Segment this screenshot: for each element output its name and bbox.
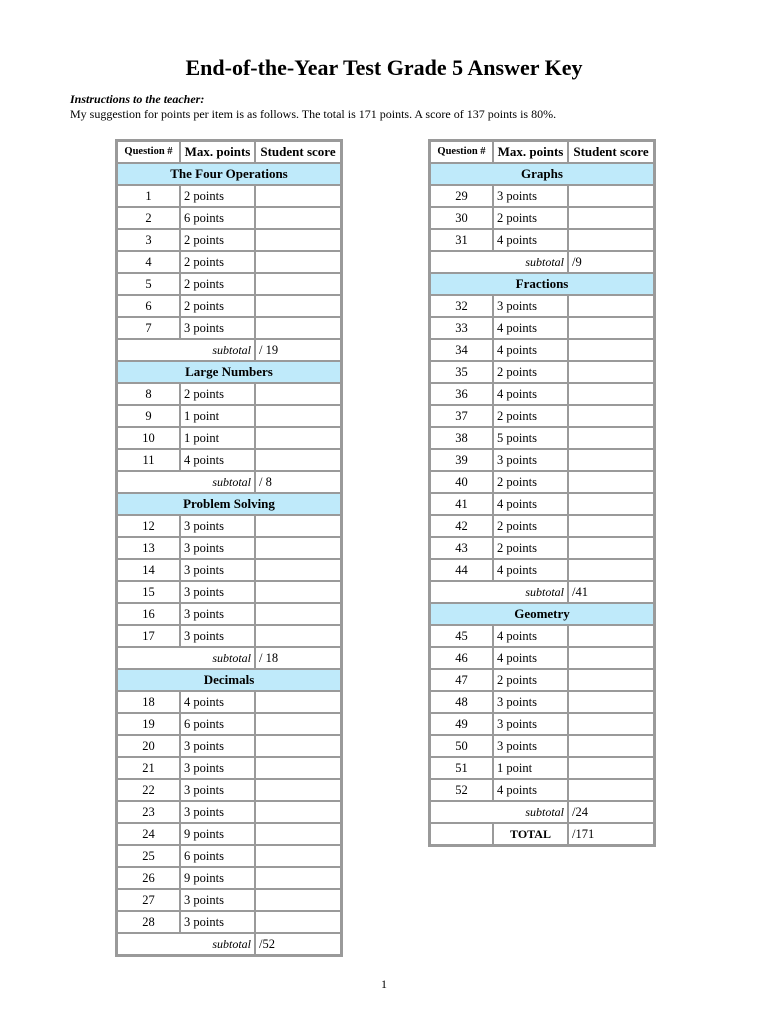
- question-number: 6: [117, 295, 180, 317]
- student-score-cell[interactable]: [255, 757, 341, 779]
- max-points: 3 points: [180, 757, 255, 779]
- subtotal-label: subtotal: [430, 801, 568, 823]
- category-heading: Decimals: [117, 669, 341, 691]
- question-number: 30: [430, 207, 493, 229]
- table-header-row: [430, 141, 654, 163]
- table-row: [117, 603, 341, 625]
- subtotal-label: subtotal: [117, 471, 255, 493]
- max-points: 2 points: [180, 273, 255, 295]
- table-row: [117, 383, 341, 405]
- student-score-cell[interactable]: [568, 295, 654, 317]
- question-number: 23: [117, 801, 180, 823]
- student-score-cell[interactable]: [568, 669, 654, 691]
- category-row: [117, 361, 341, 383]
- student-score-cell[interactable]: [255, 295, 341, 317]
- student-score-cell[interactable]: [568, 779, 654, 801]
- student-score-cell[interactable]: [568, 625, 654, 647]
- student-score-cell[interactable]: [568, 735, 654, 757]
- subtotal-value: /24: [568, 801, 654, 823]
- question-number: 19: [117, 713, 180, 735]
- student-score-cell[interactable]: [255, 581, 341, 603]
- max-points: 2 points: [493, 537, 568, 559]
- subtotal-value: /9: [568, 251, 654, 273]
- question-number: 42: [430, 515, 493, 537]
- max-points: 4 points: [493, 493, 568, 515]
- max-points: 2 points: [493, 471, 568, 493]
- student-score-cell[interactable]: [568, 361, 654, 383]
- max-points: 2 points: [180, 251, 255, 273]
- table-row: [430, 779, 654, 801]
- category-heading: Fractions: [430, 273, 654, 295]
- table-row: [430, 471, 654, 493]
- question-number: 8: [117, 383, 180, 405]
- max-points: 3 points: [180, 889, 255, 911]
- subtotal-label: subtotal: [117, 339, 255, 361]
- student-score-cell[interactable]: [255, 911, 341, 933]
- right-score-table: [428, 139, 656, 847]
- question-number: 37: [430, 405, 493, 427]
- max-points: 3 points: [180, 581, 255, 603]
- max-points: 3 points: [493, 295, 568, 317]
- question-number: 2: [117, 207, 180, 229]
- table-row: [430, 757, 654, 779]
- table-row: [430, 691, 654, 713]
- category-row: [430, 603, 654, 625]
- table-row: [117, 295, 341, 317]
- category-row: [430, 163, 654, 185]
- student-score-cell[interactable]: [255, 823, 341, 845]
- student-score-cell[interactable]: [255, 317, 341, 339]
- max-points: 6 points: [180, 845, 255, 867]
- table-row: [117, 779, 341, 801]
- subtotal-value: / 19: [255, 339, 341, 361]
- max-points: 1 point: [493, 757, 568, 779]
- table-row: [117, 889, 341, 911]
- instructions-text: My suggestion for points per item is as follows. The total is 171 points. A score of 137 points is 80%.: [70, 107, 557, 121]
- question-number: 22: [117, 779, 180, 801]
- question-number: 38: [430, 427, 493, 449]
- table-row: [117, 273, 341, 295]
- table-row: [117, 185, 341, 207]
- max-points: 4 points: [493, 625, 568, 647]
- table-row: [117, 581, 341, 603]
- subtotal-row: [117, 471, 341, 493]
- student-score-cell[interactable]: [255, 449, 341, 471]
- student-score-cell[interactable]: [255, 735, 341, 757]
- student-score-cell[interactable]: [255, 427, 341, 449]
- max-points: 3 points: [493, 735, 568, 757]
- student-score-cell[interactable]: [255, 229, 341, 251]
- max-points: 3 points: [493, 713, 568, 735]
- header-student-score: Student score: [255, 141, 341, 163]
- category-row: [117, 669, 341, 691]
- student-score-cell[interactable]: [568, 515, 654, 537]
- table-row: [117, 735, 341, 757]
- question-number: 28: [117, 911, 180, 933]
- table-row: [430, 559, 654, 581]
- question-number: 52: [430, 779, 493, 801]
- max-points: 4 points: [493, 647, 568, 669]
- table-row: [430, 383, 654, 405]
- question-number: 44: [430, 559, 493, 581]
- total-value: /171: [568, 823, 654, 845]
- question-number: 13: [117, 537, 180, 559]
- student-score-cell[interactable]: [568, 427, 654, 449]
- question-number: 10: [117, 427, 180, 449]
- question-number: 1: [117, 185, 180, 207]
- subtotal-label: subtotal: [117, 933, 255, 955]
- header-question: Question #: [117, 141, 180, 163]
- subtotal-value: / 8: [255, 471, 341, 493]
- table-row: [117, 911, 341, 933]
- student-score-cell[interactable]: [568, 559, 654, 581]
- header-max-points: Max. points: [493, 141, 568, 163]
- question-number: 50: [430, 735, 493, 757]
- question-number: 32: [430, 295, 493, 317]
- subtotal-row: [430, 251, 654, 273]
- student-score-cell[interactable]: [255, 185, 341, 207]
- max-points: 3 points: [180, 779, 255, 801]
- question-number: 39: [430, 449, 493, 471]
- student-score-cell[interactable]: [568, 537, 654, 559]
- table-row: [430, 317, 654, 339]
- student-score-cell[interactable]: [568, 229, 654, 251]
- max-points: 1 point: [180, 405, 255, 427]
- question-number: 9: [117, 405, 180, 427]
- student-score-cell[interactable]: [255, 691, 341, 713]
- page-title: End-of-the-Year Test Grade 5 Answer Key: [185, 55, 583, 80]
- total-row: [430, 823, 654, 845]
- total-label: TOTAL: [493, 823, 568, 845]
- student-score-cell[interactable]: [568, 317, 654, 339]
- student-score-cell[interactable]: [255, 207, 341, 229]
- total-spacer: [430, 823, 493, 845]
- table-row: [430, 449, 654, 471]
- subtotal-row: [117, 339, 341, 361]
- max-points: 3 points: [493, 185, 568, 207]
- max-points: 1 point: [180, 427, 255, 449]
- question-number: 51: [430, 757, 493, 779]
- table-row: [117, 251, 341, 273]
- table-row: [430, 207, 654, 229]
- max-points: 3 points: [180, 603, 255, 625]
- table-row: [430, 625, 654, 647]
- table-row: [117, 691, 341, 713]
- max-points: 6 points: [180, 713, 255, 735]
- question-number: 12: [117, 515, 180, 537]
- max-points: 4 points: [493, 339, 568, 361]
- student-score-cell[interactable]: [568, 449, 654, 471]
- student-score-cell[interactable]: [255, 867, 341, 889]
- max-points: 9 points: [180, 867, 255, 889]
- page-number: 1: [381, 977, 387, 991]
- instructions-heading: Instructions to the teacher:: [70, 92, 205, 106]
- category-heading: Large Numbers: [117, 361, 341, 383]
- student-score-cell[interactable]: [568, 757, 654, 779]
- subtotal-value: /52: [255, 933, 341, 955]
- table-row: [430, 669, 654, 691]
- student-score-cell[interactable]: [255, 515, 341, 537]
- category-row: [117, 493, 341, 515]
- question-number: 18: [117, 691, 180, 713]
- student-score-cell[interactable]: [568, 471, 654, 493]
- question-number: 11: [117, 449, 180, 471]
- table-row: [430, 537, 654, 559]
- student-score-cell[interactable]: [568, 383, 654, 405]
- header-max-points: Max. points: [180, 141, 255, 163]
- max-points: 3 points: [180, 801, 255, 823]
- subtotal-row: [430, 801, 654, 823]
- question-number: 26: [117, 867, 180, 889]
- table-header-row: [117, 141, 341, 163]
- table-row: [117, 801, 341, 823]
- question-number: 17: [117, 625, 180, 647]
- max-points: 3 points: [180, 515, 255, 537]
- max-points: 2 points: [493, 361, 568, 383]
- max-points: 2 points: [180, 383, 255, 405]
- student-score-cell[interactable]: [255, 845, 341, 867]
- question-number: 15: [117, 581, 180, 603]
- max-points: 2 points: [493, 515, 568, 537]
- question-number: 49: [430, 713, 493, 735]
- max-points: 3 points: [180, 911, 255, 933]
- question-number: 25: [117, 845, 180, 867]
- table-row: [117, 427, 341, 449]
- table-row: [430, 713, 654, 735]
- max-points: 4 points: [493, 779, 568, 801]
- question-number: 29: [430, 185, 493, 207]
- subtotal-label: subtotal: [430, 251, 568, 273]
- question-number: 20: [117, 735, 180, 757]
- question-number: 31: [430, 229, 493, 251]
- subtotal-row: [117, 933, 341, 955]
- question-number: 35: [430, 361, 493, 383]
- question-number: 36: [430, 383, 493, 405]
- table-row: [430, 735, 654, 757]
- table-row: [117, 229, 341, 251]
- table-row: [430, 427, 654, 449]
- table-row: [117, 405, 341, 427]
- table-row: [117, 559, 341, 581]
- student-score-cell[interactable]: [255, 537, 341, 559]
- max-points: 3 points: [180, 537, 255, 559]
- student-score-cell[interactable]: [255, 889, 341, 911]
- student-score-cell[interactable]: [255, 603, 341, 625]
- subtotal-row: [117, 647, 341, 669]
- table-row: [117, 537, 341, 559]
- question-number: 16: [117, 603, 180, 625]
- max-points: 6 points: [180, 207, 255, 229]
- max-points: 4 points: [493, 383, 568, 405]
- table-row: [430, 647, 654, 669]
- category-heading: Problem Solving: [117, 493, 341, 515]
- max-points: 3 points: [180, 317, 255, 339]
- max-points: 4 points: [180, 691, 255, 713]
- max-points: 4 points: [180, 449, 255, 471]
- question-number: 48: [430, 691, 493, 713]
- question-number: 24: [117, 823, 180, 845]
- table-row: [430, 515, 654, 537]
- student-score-cell[interactable]: [255, 625, 341, 647]
- header-student-score: Student score: [568, 141, 654, 163]
- subtotal-label: subtotal: [117, 647, 255, 669]
- question-number: 46: [430, 647, 493, 669]
- max-points: 4 points: [493, 317, 568, 339]
- subtotal-row: [430, 581, 654, 603]
- question-number: 41: [430, 493, 493, 515]
- subtotal-label: subtotal: [430, 581, 568, 603]
- max-points: 5 points: [493, 427, 568, 449]
- table-row: [430, 339, 654, 361]
- student-score-cell[interactable]: [255, 383, 341, 405]
- subtotal-value: / 18: [255, 647, 341, 669]
- table-row: [117, 713, 341, 735]
- student-score-cell[interactable]: [255, 713, 341, 735]
- table-row: [430, 405, 654, 427]
- table-row: [117, 317, 341, 339]
- question-number: 43: [430, 537, 493, 559]
- question-number: 27: [117, 889, 180, 911]
- table-row: [117, 449, 341, 471]
- table-row: [117, 757, 341, 779]
- student-score-cell[interactable]: [568, 185, 654, 207]
- question-number: 14: [117, 559, 180, 581]
- category-heading: The Four Operations: [117, 163, 341, 185]
- student-score-cell[interactable]: [255, 405, 341, 427]
- student-score-cell[interactable]: [568, 713, 654, 735]
- student-score-cell[interactable]: [568, 207, 654, 229]
- student-score-cell[interactable]: [255, 559, 341, 581]
- table-row: [430, 295, 654, 317]
- question-number: 3: [117, 229, 180, 251]
- question-number: 34: [430, 339, 493, 361]
- student-score-cell[interactable]: [255, 779, 341, 801]
- table-row: [430, 493, 654, 515]
- max-points: 9 points: [180, 823, 255, 845]
- max-points: 2 points: [180, 229, 255, 251]
- table-row: [117, 867, 341, 889]
- question-number: 47: [430, 669, 493, 691]
- table-row: [430, 361, 654, 383]
- category-heading: Geometry: [430, 603, 654, 625]
- header-question: Question #: [430, 141, 493, 163]
- question-number: 45: [430, 625, 493, 647]
- category-heading: Graphs: [430, 163, 654, 185]
- max-points: 3 points: [493, 691, 568, 713]
- student-score-cell[interactable]: [568, 493, 654, 515]
- max-points: 2 points: [493, 405, 568, 427]
- table-row: [430, 185, 654, 207]
- max-points: 3 points: [180, 735, 255, 757]
- table-row: [430, 229, 654, 251]
- question-number: 4: [117, 251, 180, 273]
- category-row: [430, 273, 654, 295]
- max-points: 3 points: [180, 625, 255, 647]
- table-row: [117, 845, 341, 867]
- max-points: 2 points: [493, 207, 568, 229]
- max-points: 2 points: [180, 295, 255, 317]
- student-score-cell[interactable]: [568, 647, 654, 669]
- question-number: 21: [117, 757, 180, 779]
- max-points: 3 points: [180, 559, 255, 581]
- student-score-cell[interactable]: [255, 251, 341, 273]
- category-row: [117, 163, 341, 185]
- table-row: [117, 823, 341, 845]
- question-number: 40: [430, 471, 493, 493]
- max-points: 2 points: [493, 669, 568, 691]
- max-points: 3 points: [493, 449, 568, 471]
- question-number: 7: [117, 317, 180, 339]
- max-points: 4 points: [493, 559, 568, 581]
- subtotal-value: /41: [568, 581, 654, 603]
- student-score-cell[interactable]: [568, 691, 654, 713]
- question-number: 33: [430, 317, 493, 339]
- student-score-cell[interactable]: [568, 339, 654, 361]
- student-score-cell[interactable]: [255, 801, 341, 823]
- student-score-cell[interactable]: [255, 273, 341, 295]
- left-score-table: [115, 139, 343, 957]
- max-points: 2 points: [180, 185, 255, 207]
- question-number: 5: [117, 273, 180, 295]
- max-points: 4 points: [493, 229, 568, 251]
- table-row: [117, 625, 341, 647]
- table-row: [117, 207, 341, 229]
- table-row: [117, 515, 341, 537]
- student-score-cell[interactable]: [568, 405, 654, 427]
